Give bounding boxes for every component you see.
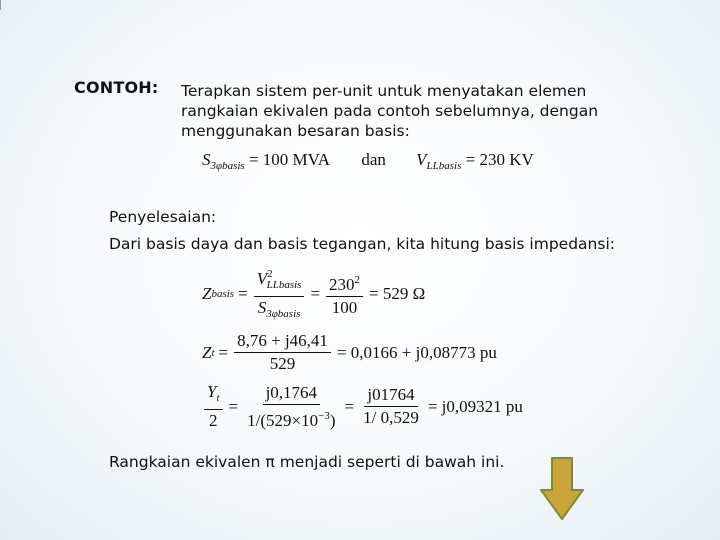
zbasis-lhs: Z [202, 284, 212, 303]
solution-heading: Penyelesaian: [109, 208, 217, 226]
base-values-equation [202, 150, 534, 172]
yt-fraction-1 [244, 383, 338, 431]
zbasis-f1-num-sup: 2 [267, 268, 273, 280]
zbasis-f1-num-sub: LLbasis [266, 279, 302, 291]
yt-lhs-den: 2 [209, 411, 218, 430]
yt-fraction-2 [360, 385, 422, 428]
yt-f1-num: j0,1764 [263, 383, 320, 405]
zt-den: 529 [269, 354, 296, 373]
yt-lhs-num: Y [207, 382, 217, 401]
zbasis-fraction-2 [326, 270, 363, 318]
s-subscript: 3φbasis [210, 160, 245, 172]
slide-corner-mark [0, 0, 7, 10]
zt-fraction [234, 331, 331, 374]
zbasis-f1-den: S [257, 298, 267, 317]
solution-intro: Dari basis daya dan basis tegangan, kita hitung basis impedansi: [109, 235, 615, 253]
zt-num: 8,76 + j46,41 [234, 331, 331, 353]
example-label: CONTOH: [74, 78, 159, 97]
down-arrow-icon [538, 456, 586, 522]
v-symbol: V [416, 150, 427, 169]
v-subscript: LLbasis [426, 160, 462, 172]
s-symbol: S [202, 150, 211, 169]
zt-equals: = [218, 342, 229, 362]
zt-lhs-sub: t [211, 346, 215, 359]
zbasis-f1-den-sub: 3φbasis [266, 308, 301, 320]
zbasis-equation: Z basis = $\frac{V^2_{LLbasis}}{S_{3\varphi basis}}$ = $\frac{230^2}{100}$ = 529 Ω [202, 264, 429, 324]
zbasis-result: = 529 Ω [369, 284, 426, 303]
zt-result: = 0,0166 + j0,08773 pu [336, 342, 497, 362]
zbasis-f1-num: V [256, 269, 268, 288]
yt-f2-num: j01764 [364, 385, 417, 407]
zbasis-f2-num: 230 [329, 275, 355, 294]
zt-lhs: Z [202, 342, 212, 362]
v-value: = 230 KV [465, 150, 534, 169]
s-value: = 100 MVA [248, 150, 330, 169]
zbasis-f2-den: 100 [331, 298, 358, 317]
yt-lhs-num-sub: t [216, 392, 220, 404]
yt-f1-den-sup: −3 [318, 409, 330, 422]
yt-result: = j0,09321 pu [427, 396, 523, 416]
zbasis-equals: = [238, 284, 248, 303]
yt-f1-den: 1/(529×10 [247, 410, 319, 430]
problem-statement [181, 81, 598, 141]
connector-text: dan [361, 150, 386, 169]
zbasis-fraction-1 [254, 264, 305, 324]
yt-equals: = [228, 396, 239, 416]
zbasis-lhs-sub: basis [211, 288, 235, 300]
zt-equation [202, 331, 501, 374]
yt-f1-den-close: ) [329, 410, 336, 430]
problem-line-2: rangkaian ekivalen pada contoh sebelumnya, dengan [181, 102, 599, 120]
closing-text: Rangkaian ekivalen π menjadi seperti di bawah ini. [109, 453, 505, 471]
zbasis-f2-num-sup: 2 [354, 274, 361, 286]
problem-line-1: Terapkan sistem per-unit untuk menyatakan elemen [181, 82, 587, 100]
yt-lhs-fraction [204, 382, 223, 431]
problem-line-3: menggunakan besaran basis: [181, 122, 410, 140]
yt-equation: $\frac{Y_t}{2}$ = $\frac{j0,1764}{1/(529\times 10^{-3})}$ = $\frac{j01764}{1/ 0,529}$ = j0,09321 pu [202, 382, 527, 431]
yt-f2-den: 1/ 0,529 [363, 408, 419, 427]
